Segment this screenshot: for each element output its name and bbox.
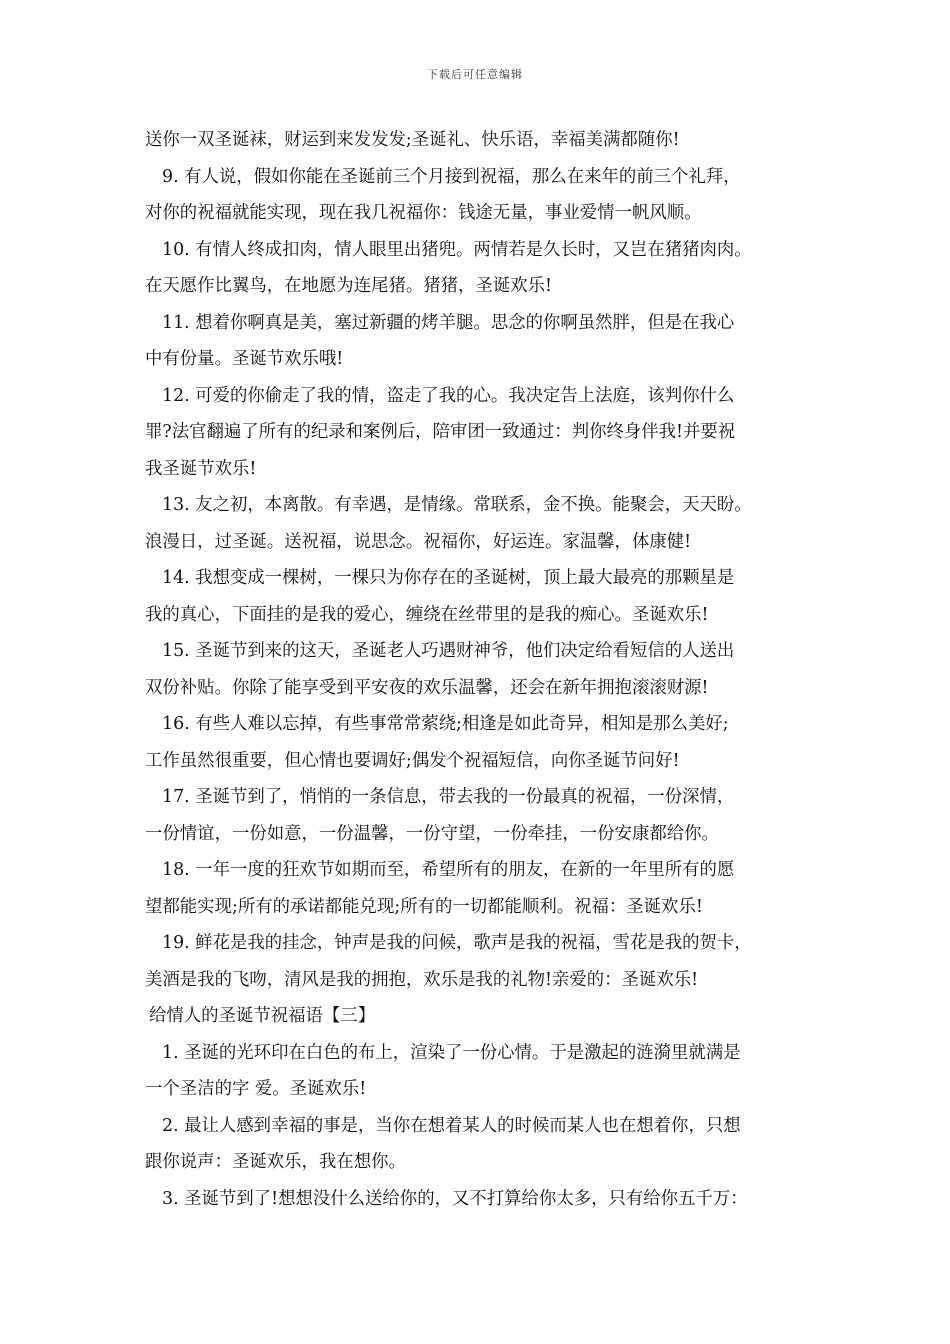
text-line: 送你一双圣诞袜，财运到来发发发;圣诞礼、快乐语，幸福美满都随你! (145, 130, 680, 150)
text-line: 一份情谊，一份如意，一份温馨，一份守望，一份牵挂，一份安康都给你。 (145, 823, 719, 844)
text-line: 3. 圣诞节到了!想想没什么送给你的，又不打算给你太多，只有给你五千万： (162, 1188, 748, 1209)
text-line: 13. 友之初，本离散。有幸遇，是情缘。常联系，金不换。能聚会，天天盼。 (162, 495, 752, 515)
text-line: 工作虽然很重要，但心情也要调好;偶发个祝福短信，向你圣诞节问好! (145, 750, 680, 771)
text-line: 15. 圣诞节到来的这天，圣诞老人巧遇财神爷，他们决定给看短信的人送出 (162, 641, 735, 661)
page-header: 下载后可任意编辑 (427, 68, 523, 81)
text-line: 浪漫日，过圣诞。送祝福，说思念。祝福你，好运连。家温馨，体康健! (145, 531, 692, 552)
text-line: 我圣诞节欢乐! (145, 458, 257, 479)
text-line: 在天愿作比翼鸟，在地愿为连尾猪。猪猪，圣诞欢乐! (145, 276, 552, 296)
text-line: 18. 一年一度的狂欢节如期而至，希望所有的朋友，在新的一年里所有的愿 (162, 860, 735, 880)
text-line: 双份补贴。你除了能享受到平安夜的欢乐温馨，还会在新年拥抱滚滚财源! (145, 677, 709, 698)
section-heading: 给情人的圣诞节祝福语【三】 (149, 1006, 376, 1026)
text-line: 一个圣洁的字 爱。圣诞欢乐! (145, 1079, 367, 1099)
text-line: 1. 圣诞的光环印在白色的布上，渲染了一份心情。于是激起的涟漪里就满是 (162, 1042, 741, 1063)
text-line: 对你的祝福就能实现，现在我几祝福你：钱途无量，事业爱情一帆风顺。 (145, 203, 702, 223)
text-line: 9. 有人说，假如你能在圣诞前三个月接到祝福，那么在来年的前三个礼拜， (162, 166, 741, 187)
text-line: 跟你说声：圣诞欢乐，我在想你。 (145, 1152, 406, 1172)
text-line: 美酒是我的飞吻，清风是我的拥抱，欢乐是我的礼物!亲爱的：圣诞欢乐! (145, 969, 699, 990)
text-line: 16. 有些人难以忘掉，有些事常常萦绕;相逢是如此奇异，相知是那么美好; (162, 714, 729, 734)
text-line: 12. 可爱的你偷走了我的情，盗走了我的心。我决定告上法庭，该判你什么 (162, 385, 735, 406)
text-line: 19. 鲜花是我的挂念，钟声是我的问候，歌声是我的祝福，雪花是我的贺卡， (162, 933, 752, 953)
text-line: 14. 我想变成一棵树，一棵只为你存在的圣诞树，顶上最大最亮的那颗星是 (162, 568, 735, 588)
text-line: 2. 最让人感到幸福的事是，当你在想着某人的时候而某人也在想着你，只想 (162, 1115, 741, 1136)
text-line: 10. 有情人终成扣肉，情人眼里出猪兜。两情若是久长时，又岂在猪猪肉肉。 (162, 239, 752, 260)
text-line: 望都能实现;所有的承诺都能兑现;所有的一切都能顺利。祝福：圣诞欢乐! (145, 896, 703, 917)
text-line: 11. 想着你啊真是美，塞过新疆的烤羊腿。思念的你啊虽然胖，但是在我心 (162, 312, 735, 333)
text-line: 罪?法官翻遍了所有的纪录和案例后，陪审团一致通过：判你终身伴我!并要祝 (145, 422, 736, 442)
text-line: 我的真心，下面挂的是我的爱心，缠绕在丝带里的是我的痴心。圣诞欢乐! (145, 604, 709, 625)
text-line: 17. 圣诞节到了，悄悄的一条信息，带去我的一份最真的祝福，一份深情， (162, 787, 735, 807)
text-line: 中有份量。圣诞节欢乐哦! (145, 349, 344, 369)
document-body (145, 122, 825, 1217)
